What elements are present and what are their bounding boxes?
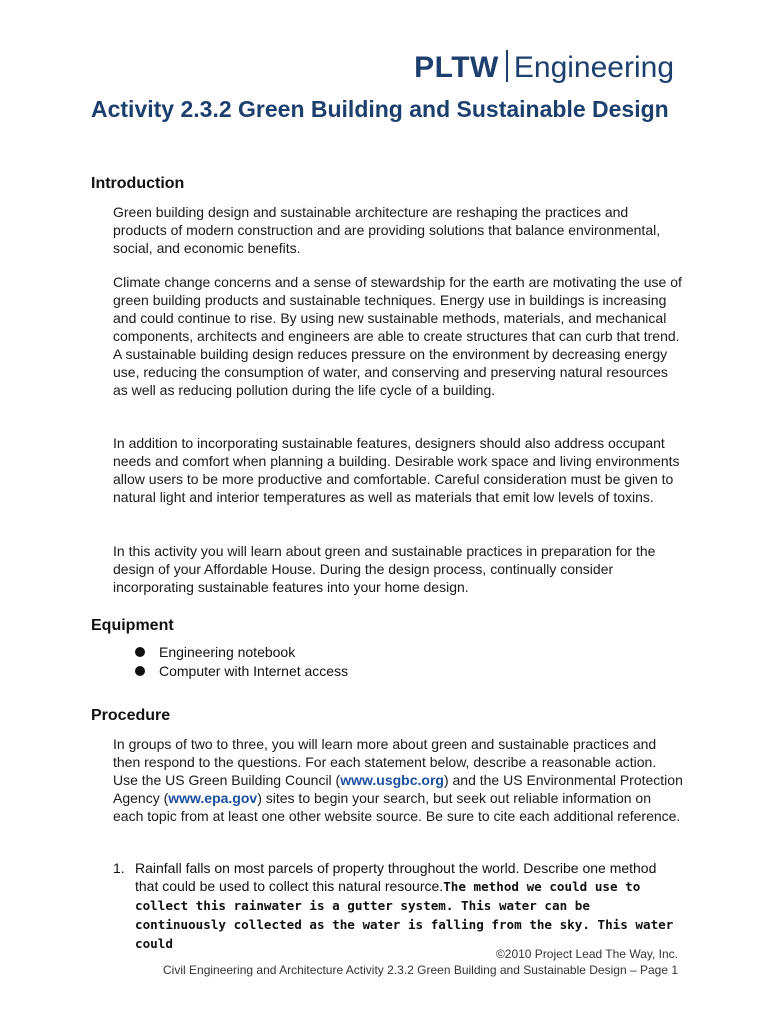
- logo-brand: PLTW: [414, 51, 499, 84]
- bullet-icon: [135, 647, 145, 657]
- intro-paragraph-3: In addition to incorporating sustainable features, designers should also address occupant needs and comfort when planning a building. Desirable work space and living environments allow users to be more productive and comfortable. Careful consideration must be given to natural light and interior temperatures as well as materials that emit low levels of toxins.: [113, 435, 680, 505]
- logo-subtitle: Engineering: [513, 51, 674, 84]
- equipment-heading: Equipment: [91, 617, 174, 634]
- question-body: [135, 859, 683, 953]
- epa-link[interactable]: www.epa.gov: [168, 790, 258, 806]
- intro-paragraph-1: Green building design and sustainable architecture are reshaping the practices and products of modern construction and are providing solutions that balance environmental, social, and economic benefits.: [113, 204, 661, 256]
- answer-text: The method we could use to collect this rainwater is a gutter system. This water can be continuously collected as the water is falling from the sky. This water could: [135, 879, 674, 951]
- intro-paragraph-4: In this activity you will learn about green and sustainable practices in preparation for the design of your Affordable House. During the design process, continually consider incorporating sustainable features into your home design.: [113, 543, 656, 595]
- introduction-heading: Introduction: [91, 175, 185, 192]
- question-text: Rainfall falls on most parcels of property throughout the world. Describe one method that could be used to collect this natural resource.: [135, 860, 657, 894]
- intro-paragraph-2: Climate change concerns and a sense of stewardship for the earth are motivating the use of green building products and sustainable techniques. Energy use in buildings is increasing and could continue to rise. By using new sustainable methods, materials, and mechanical components, architects and engineers are able to create structures that can curb that trend. A sustainable building design reduces pressure on the environment by decreasing energy use, reducing the consumption of water, and conserving and preserving natural resources as well as reducing pollution during the life cycle of a building.: [113, 274, 682, 398]
- list-item: Engineering notebook: [135, 643, 348, 662]
- pltw-engineering-logo: [414, 50, 674, 83]
- page-title: Activity 2.3.2 Green Building and Sustainable Design: [91, 96, 669, 122]
- list-item: Computer with Internet access: [135, 662, 348, 681]
- procedure-paragraph: In groups of two to three, you will learn more about green and sustainable practices and then respond to the questions. For each statement below, describe a reasonable action. Use the US Green Building Council (www.usgbc.org) and the US Environmental Protection Agency (www.epa.gov) sites to begin your search, but seek out reliable information on each topic from at least one other website source. Be sure to cite each additional reference.: [113, 736, 683, 824]
- page-footer: [163, 946, 678, 978]
- equipment-list: [135, 643, 348, 681]
- logo-divider: [506, 50, 508, 82]
- question-number: 1.: [113, 860, 125, 876]
- question-1: [113, 859, 683, 953]
- footer-page-info: Civil Engineering and Architecture Activity 2.3.2 Green Building and Sustainable Design – Page 1: [163, 963, 678, 977]
- footer-copyright: ©2010 Project Lead The Way, Inc.: [495, 947, 678, 961]
- procedure-heading: Procedure: [91, 707, 171, 724]
- bullet-icon: [135, 666, 145, 676]
- usgbc-link[interactable]: www.usgbc.org: [340, 772, 444, 788]
